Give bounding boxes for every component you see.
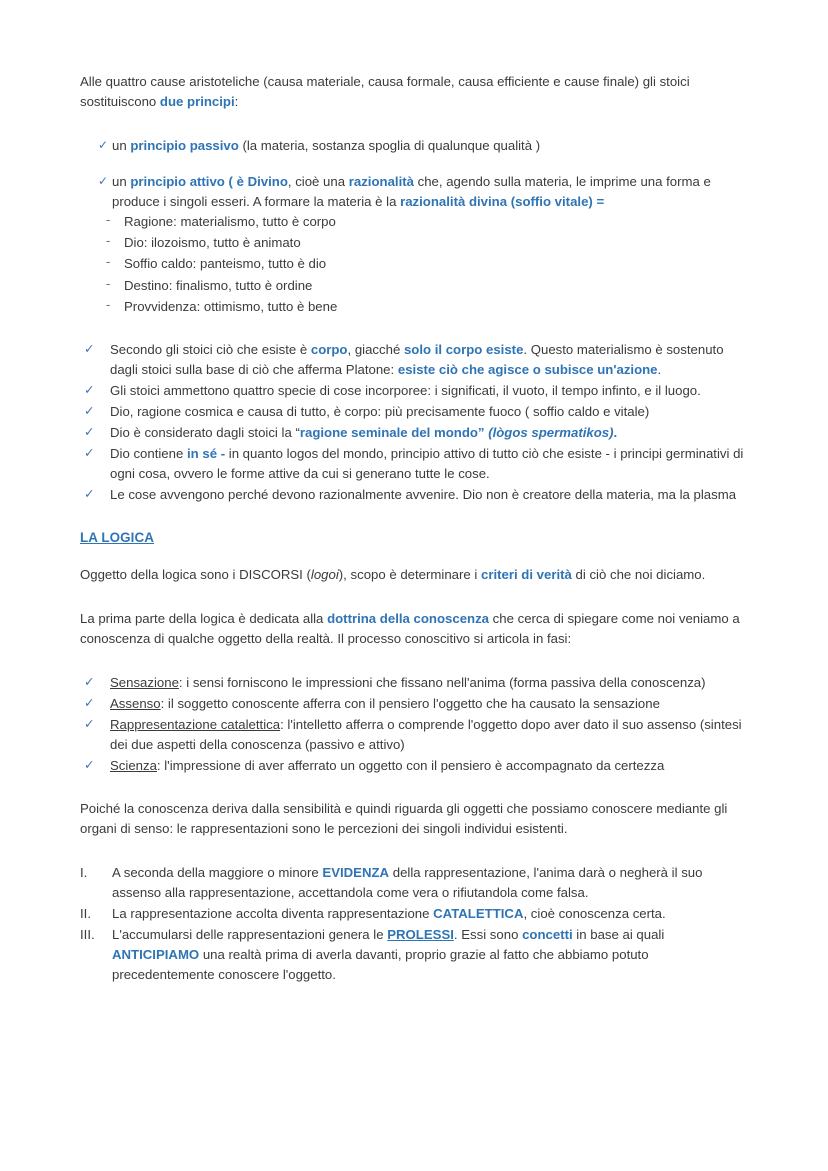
logica-p1-text-1: Oggetto della logica sono i DISCORSI ( bbox=[80, 566, 311, 582]
bullet-1-text-1: Secondo gli stoici ciò che esiste è bbox=[110, 341, 311, 357]
fase-term-assenso: Assenso bbox=[110, 695, 161, 711]
num-3-text-2: . Essi sono bbox=[453, 927, 523, 943]
list-item: - Provvidenza: ottimismo, tutto è bene bbox=[98, 297, 750, 317]
num-2-emphasis-catalettica: CATALETTICA bbox=[433, 906, 524, 922]
logica-paragraph-2 bbox=[80, 609, 750, 649]
fase-term-sensazione: Sensazione bbox=[110, 674, 179, 690]
principio-attivo-mid-2: che, agendo sulla materia, le imprime una forma e produce i singoli esseri. A formare la materia è la bbox=[112, 174, 711, 210]
logica-p2-text-1: La prima parte della logica è dedicata alla bbox=[80, 610, 328, 626]
list-item-sensazione bbox=[80, 673, 750, 693]
principio-attivo-emphasis-razionalita: razionalità bbox=[348, 174, 414, 190]
list-item-dio-ragione-cosmica: ✓ Dio, ragione cosmica e causa di tutto, è corpo: più precisamente fuoco ( soffio caldo e vitale) bbox=[80, 402, 750, 422]
fase-term-rappresentazione-catalettica: Rappresentazione catalettica bbox=[110, 716, 281, 732]
principio-attivo-emphasis: principio attivo ( è Divino bbox=[130, 174, 288, 190]
num-2-text-1: La rappresentazione accolta diventa rappresentazione bbox=[112, 906, 434, 922]
bullet-5-emphasis-in-se: in sé - bbox=[186, 445, 226, 461]
list-item-prolessi bbox=[80, 925, 750, 985]
attributi-divini-list bbox=[98, 212, 750, 316]
bullet-1-emphasis-corpo: corpo bbox=[310, 341, 348, 357]
document-body bbox=[80, 72, 750, 986]
spacer bbox=[80, 126, 750, 136]
rappresentazione-numbered-list bbox=[80, 863, 750, 985]
logica-p1-text-3: di ciò che noi diciamo. bbox=[571, 566, 706, 582]
num-3-text-1: L'accumularsi delle rappresentazioni genera le bbox=[112, 927, 388, 943]
principi-list bbox=[98, 136, 750, 317]
list-item-corpo bbox=[80, 340, 750, 380]
num-2-text-2: , cioè conoscenza certa. bbox=[523, 906, 666, 922]
principio-attivo-mid-1: , cioè una bbox=[287, 174, 349, 190]
bullet-4-emphasis-ragione-seminale: ragione seminale del mondo” bbox=[299, 424, 489, 440]
bullet-5-text-1: Dio contiene bbox=[110, 445, 187, 461]
intro-paragraph bbox=[80, 72, 750, 112]
num-3-emphasis-anticipiamo: ANTICIPIAMO bbox=[112, 947, 200, 963]
logica-paragraph-1 bbox=[80, 565, 750, 585]
list-marker-roman-3: III. bbox=[80, 927, 95, 943]
num-1-emphasis-evidenza: EVIDENZA bbox=[322, 865, 390, 881]
fase-rest-rappresentazione-catalettica: : l'intelletto afferra o comprende l'oggetto dopo aver dato il suo assenso (sintesi dei due aspetti della conoscenza (passivo e attivo) bbox=[110, 716, 742, 752]
intro-emphasis-due-principi: due principi bbox=[159, 94, 235, 110]
fase-rest-assenso: : il soggetto conoscente afferra con il pensiero l'oggetto che ha causato la sensazione bbox=[160, 695, 660, 711]
num-3-emphasis-prolessi: PROLESSI bbox=[387, 927, 454, 943]
list-item-incorporee: ✓ Gli stoici ammettono quattro specie di cose incorporee: i significati, il vuoto, il tempo infinto, e il luogo. bbox=[80, 381, 750, 401]
principio-passivo-list bbox=[98, 136, 750, 156]
bullet-4-text-1: Dio è considerato dagli stoici la “ bbox=[110, 424, 300, 440]
spacer bbox=[80, 663, 750, 673]
num-1-text-1: A seconda della maggiore o minore bbox=[112, 865, 323, 881]
principio-attivo-list bbox=[98, 172, 750, 212]
spacer bbox=[80, 777, 750, 799]
logica-p1-emphasis-criteri: criteri di verità bbox=[480, 566, 572, 582]
num-3-emphasis-concetti: concetti bbox=[522, 927, 573, 943]
logica-paragraph-3: Poiché la conoscenza deriva dalla sensibilità e quindi riguarda gli oggetti che possiamo conoscere mediante gli organi di senso: le rappresentazioni sono le percezioni dei singoli individui esistenti. bbox=[80, 801, 728, 837]
bullet-1-text-4: . bbox=[657, 361, 662, 377]
list-item: - Ragione: materialismo, tutto è corpo bbox=[98, 212, 750, 232]
intro-text-2: : bbox=[234, 94, 239, 110]
section-heading-la-logica: LA LOGICA bbox=[80, 530, 155, 546]
list-marker-roman-2: II. bbox=[80, 906, 91, 922]
list-item: - Soffio caldo: panteismo, tutto è dio bbox=[98, 254, 750, 274]
list-item-cose-avvengono: ✓ Le cose avvengono perché devono razionalmente avvenire. Dio non è creatore della materia, ma la plasma bbox=[80, 485, 750, 505]
principio-passivo-emphasis: principio passivo bbox=[130, 138, 239, 154]
spacer bbox=[80, 506, 750, 528]
intro-text-1: Alle quattro cause aristoteliche (causa materiale, causa formale, causa efficiente e cause finale) gli stoici sostituiscono bbox=[80, 74, 690, 110]
fase-rest-scienza: : l'impressione di aver afferrato un oggetto con il pensiero è accompagnato da certezza bbox=[156, 757, 665, 773]
list-item-principio-passivo bbox=[98, 136, 750, 156]
bullet-5-text-2: in quanto logos del mondo, principio attivo di tutto ciò che esiste - i principi germinativi di ogni cosa, ovvero le forme attive da cui si generano tutte le cose. bbox=[110, 445, 744, 481]
num-3-text-4: una realtà prima di averla davanti, proprio grazie al fatto che abbiamo potuto precedentemente conoscere l'oggetto. bbox=[112, 947, 649, 983]
stoici-bullet-list bbox=[80, 340, 750, 506]
list-item: - Dio: ilozoismo, tutto è animato bbox=[98, 233, 750, 253]
logica-p2-emphasis-dottrina: dottrina della conoscenza bbox=[327, 610, 490, 626]
logica-p1-italic-logoi: logoi bbox=[310, 566, 339, 582]
principio-passivo-post: (la materia, sostanza spoglia di qualunque qualità ) bbox=[238, 138, 541, 154]
spacer bbox=[80, 853, 750, 863]
spacer bbox=[80, 599, 750, 609]
list-item-rappresentazione-catalettica bbox=[80, 715, 750, 755]
principio-attivo-emphasis-razionalita-divina: razionalità divina (soffio vitale) = bbox=[400, 194, 605, 210]
list-item-catalettica bbox=[80, 904, 750, 924]
principio-attivo-pre: un bbox=[112, 174, 131, 190]
bullet-1-text-2: , giacché bbox=[347, 341, 404, 357]
list-item-dio-contiene-in-se bbox=[80, 444, 750, 484]
spacer bbox=[98, 156, 750, 172]
list-item-evidenza bbox=[80, 863, 750, 903]
list-item-ragione-seminale bbox=[80, 423, 750, 443]
list-item-assenso bbox=[80, 694, 750, 714]
spacer bbox=[80, 318, 750, 340]
logica-p1-text-2: ), scopo è determinare i bbox=[338, 566, 481, 582]
fasi-conoscenza-list bbox=[80, 673, 750, 776]
bullet-1-emphasis-agisce-subisce: esiste ciò che agisce o subisce un'azione bbox=[397, 361, 658, 377]
bullet-4-emphasis-logos-spermatikos: (lògos spermatikos) bbox=[488, 424, 614, 440]
num-3-text-3: in base ai quali bbox=[572, 927, 665, 943]
bullet-1-emphasis-solo-il-corpo: solo il corpo esiste bbox=[403, 341, 524, 357]
bullet-4-emphasis-period: . bbox=[613, 424, 618, 440]
bullet-1-text-3: . Questo materialismo è sostenuto dagli stoici sulla base di ciò che afferma Platone: bbox=[110, 341, 724, 377]
list-item-principio-attivo bbox=[98, 172, 750, 212]
list-item-scienza bbox=[80, 756, 750, 776]
logica-p2-text-2: che cerca di spiegare come noi veniamo a conoscenza di qualche oggetto della realtà. Il processo conoscitivo si articola in fasi: bbox=[80, 610, 740, 646]
principio-passivo-pre: un bbox=[112, 138, 131, 154]
fase-rest-sensazione: : i sensi forniscono le impressioni che fissano nell'anima (forma passiva della conoscenza) bbox=[178, 674, 706, 690]
fase-term-scienza: Scienza bbox=[110, 757, 157, 773]
list-marker-roman-1: I. bbox=[80, 865, 88, 881]
num-1-text-2: della rappresentazione, l'anima darà o negherà il suo assenso alla rappresentazione, accettandola come vera o rifiutandola come falsa. bbox=[112, 865, 703, 901]
list-item: - Destino: finalismo, tutto è ordine bbox=[98, 276, 750, 296]
